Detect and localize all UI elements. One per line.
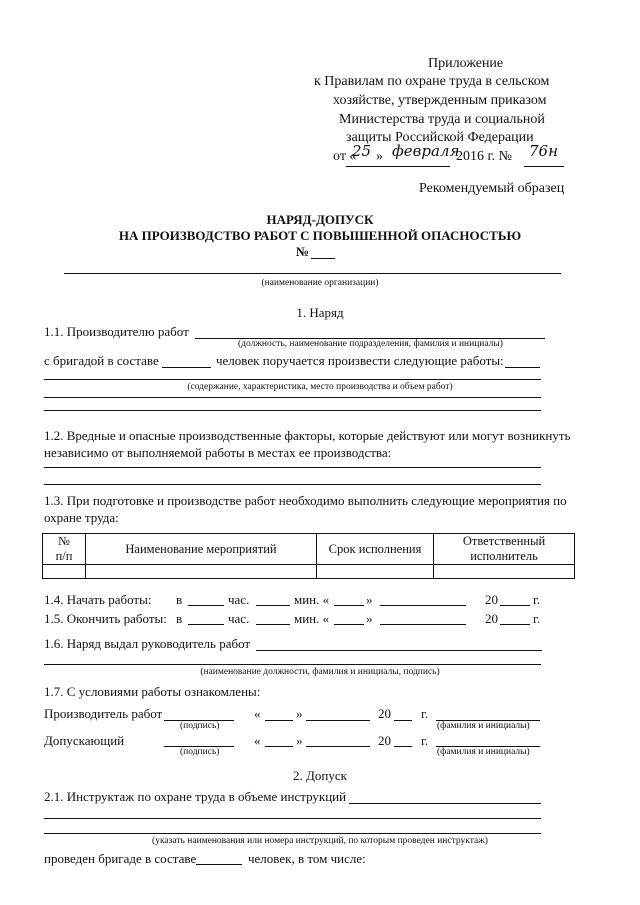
measures-table-header — [43, 534, 575, 565]
p16-caption: (наименование должности, фамилия и инициалы, подпись) — [200, 667, 440, 677]
header-number-line-1: № — [58, 534, 70, 548]
appendix-line-5: защиты Российской Федерации — [346, 130, 534, 145]
appendix-date-year: 2016 г. № — [456, 149, 513, 164]
works-caption: (содержание, характеристика, место производства и объем работ) — [187, 382, 453, 392]
admitting-month-field[interactable] — [306, 746, 370, 747]
appendix-line-1: Приложение — [428, 56, 504, 71]
p15-year-suffix: г. — [533, 611, 541, 626]
producer-label: Производитель работ — [44, 706, 163, 721]
header-responsible-line-2: исполнитель — [470, 549, 538, 563]
p14-min: мин. « — [294, 592, 330, 607]
org-name-field[interactable] — [64, 273, 561, 274]
org-caption: (наименование организации) — [261, 278, 379, 288]
appendix-line-3: хозяйстве, утвержденным приказом — [333, 93, 547, 108]
producer-signature-caption: (подпись) — [180, 721, 220, 731]
section2-brigade-prefix: проведен бригаде в составе — [44, 851, 197, 866]
p14-label: 1.4. Начать работы: — [44, 592, 152, 607]
p16-label: 1.6. Наряд выдал руководитель работ — [44, 636, 251, 651]
producer-year-suffix: г. — [421, 706, 429, 721]
end-hour-field[interactable] — [188, 624, 224, 625]
admitting-name-caption: (фамилия и инициалы) — [437, 747, 530, 757]
admitting-quote-close: » — [296, 733, 303, 748]
p12-line-2: независимо от выполняемой работы в местах ее производства: — [44, 445, 392, 460]
header-number — [43, 534, 86, 565]
title-line-1: НАРЯД-ДОПУСК — [266, 212, 374, 227]
table-cell[interactable] — [86, 565, 317, 579]
works-field-line-2[interactable] — [44, 397, 541, 398]
producer-quote-close: » — [296, 706, 303, 721]
instructions-field-line-3[interactable] — [44, 833, 541, 834]
header-number-line-2: п/п — [55, 549, 73, 563]
works-field-line-1[interactable] — [44, 379, 541, 380]
section1-heading: 1. Наряд — [296, 305, 344, 320]
admitting-signature-caption: (подпись) — [180, 747, 220, 757]
admitting-day-field[interactable] — [265, 746, 293, 747]
producer-quote-open: « — [254, 706, 261, 721]
appendix-order-number: 76н — [529, 142, 558, 160]
appendix-date-mid: » — [376, 149, 383, 164]
start-hour-field[interactable] — [188, 605, 224, 606]
p14-hour: час. — [228, 592, 250, 607]
appendix-line-4: Министерства труда и социальной — [339, 112, 545, 127]
p11-caption: (должность, наименование подразделения, фамилия и инициалы) — [238, 339, 503, 349]
appendix-line-2: к Правилам по охране труда в сельском — [314, 74, 550, 89]
instructions-caption: (указать наименования или номера инструкций, по которым проведен инструктаж) — [152, 836, 488, 846]
instructions-field-line-2[interactable] — [44, 818, 541, 819]
p15-year-prefix: 20 — [485, 611, 498, 626]
works-field-line-3[interactable] — [44, 410, 541, 411]
p15-hour: час. — [228, 611, 250, 626]
start-min-field[interactable] — [256, 605, 290, 606]
end-day-field[interactable] — [334, 624, 364, 625]
hazards-field-line-1[interactable] — [44, 467, 541, 468]
end-month-field[interactable] — [380, 624, 466, 625]
date-underline — [346, 166, 450, 167]
admitting-quote-open: « — [254, 733, 261, 748]
p15-min: мин. « — [294, 611, 330, 626]
title-number-label: № — [296, 244, 310, 259]
section2-heading: 2. Допуск — [293, 768, 347, 783]
p15-in: в — [176, 611, 183, 626]
brigade-size-field[interactable] — [162, 367, 211, 368]
appendix-date-month: февраля — [392, 142, 460, 160]
end-year-field[interactable] — [500, 624, 530, 625]
brigade-suffix: человек поручается произвести следующие работы: — [216, 353, 504, 368]
start-year-field[interactable] — [500, 605, 530, 606]
table-row[interactable] — [43, 565, 575, 579]
table-cell[interactable] — [317, 565, 434, 579]
p17-label: 1.7. С условиями работы ознакомлены: — [44, 684, 261, 699]
producer-year-prefix: 20 — [378, 706, 391, 721]
instructions-field[interactable] — [349, 803, 541, 804]
start-day-field[interactable] — [334, 605, 364, 606]
producer-year-field[interactable] — [394, 720, 412, 721]
start-month-field[interactable] — [380, 605, 466, 606]
hazards-field-line-2[interactable] — [44, 484, 541, 485]
title-number-blank — [311, 258, 335, 259]
recommended-sample: Рекомендуемый образец — [419, 181, 565, 196]
works-field-inline[interactable] — [505, 367, 540, 368]
producer-day-field[interactable] — [265, 720, 293, 721]
table-cell[interactable] — [43, 565, 86, 579]
p15-quote: » — [366, 611, 373, 626]
appendix-date-prefix: от « — [333, 149, 357, 164]
p13-line-2: охране труда: — [44, 510, 119, 525]
issued-by-field-line-2[interactable] — [44, 664, 541, 665]
admitting-year-suffix: г. — [421, 733, 429, 748]
p15-label: 1.5. Окончить работы: — [44, 611, 167, 626]
admitting-year-field[interactable] — [394, 746, 412, 747]
brigade-prefix: с бригадой в составе — [44, 353, 159, 368]
appendix-date-day: 25 — [352, 142, 372, 160]
header-name: Наименование мероприятий — [86, 534, 317, 565]
p12-line-1: 1.2. Вредные и опасные производственные факторы, которые действуют или могут возникнуть — [44, 428, 571, 443]
producer-month-field[interactable] — [306, 720, 370, 721]
header-term: Срок исполнения — [317, 534, 434, 565]
table-cell[interactable] — [434, 565, 575, 579]
header-responsible — [434, 534, 575, 565]
end-min-field[interactable] — [256, 624, 290, 625]
order-underline — [524, 166, 564, 167]
p11-label: 1.1. Производителю работ — [44, 324, 189, 339]
issued-by-field[interactable] — [256, 650, 542, 651]
p14-in: в — [176, 592, 183, 607]
p13-line-1: 1.3. При подготовке и производстве работ необходимо выполнить следующие мероприятия по — [44, 493, 567, 508]
section2-brigade-size-field[interactable] — [196, 864, 242, 865]
p14-quote: » — [366, 592, 373, 607]
p21-label: 2.1. Инструктаж по охране труда в объеме инструкций — [44, 789, 347, 804]
section2-brigade-suffix: человек, в том числе: — [248, 851, 366, 866]
p14-year-prefix: 20 — [485, 592, 498, 607]
title-line-2: НА ПРОИЗВОДСТВО РАБОТ С ПОВЫШЕННОЙ ОПАСНОСТЬЮ — [118, 228, 522, 243]
measures-table — [42, 533, 575, 579]
admitting-label: Допускающий — [44, 733, 125, 748]
header-responsible-line-1: Ответственный — [462, 534, 546, 548]
p14-year-suffix: г. — [533, 592, 541, 607]
producer-name-caption: (фамилия и инициалы) — [437, 721, 530, 731]
admitting-year-prefix: 20 — [378, 733, 391, 748]
